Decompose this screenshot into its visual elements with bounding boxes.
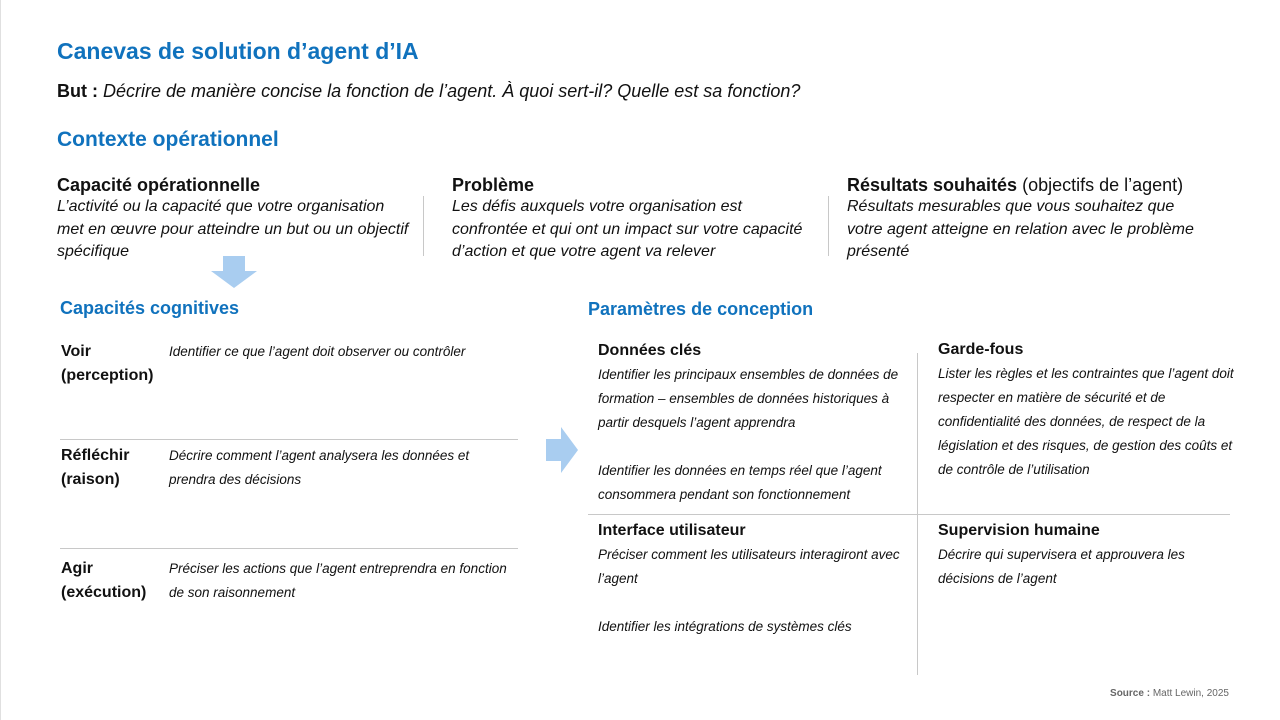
cognitive-label-sub: (raison) [61,471,120,488]
context-column-capability [57,174,422,264]
source-label: Source : [1110,688,1151,699]
purpose-text: Décrire de manière concise la fonction de l’agent. À quoi sert-il? Quelle est sa fonction? [103,81,801,101]
design-cell-paragraph: Lister les règles et les contraintes que l’agent doit respecter en matière de sécurité et de confidentialité des données, de respect de la législation et des risques, de gestion des coûts et de contrôle de l’utilisation [938,366,1234,477]
context-description: L’activité ou la capacité que votre organisation met en œuvre pour atteindre un but ou un objectif spécifique [57,198,409,260]
cognitive-divider [60,439,518,440]
cognitive-label-sub: (exécution) [61,584,147,601]
context-heading [57,174,422,196]
slide-left-border [0,0,1,720]
down-arrow-icon [211,256,257,288]
context-divider [423,196,424,256]
design-cell-key-data [598,341,903,507]
cognitive-label [61,340,166,388]
context-heading-text: Résultats souhaités [847,175,1018,195]
cognitive-label-sub: (perception) [61,367,154,384]
design-cell-paragraph: Décrire qui supervisera et approuvera les décisions de l’agent [938,547,1185,586]
context-heading-text: Capacité opérationnelle [57,175,261,195]
design-cell-heading: Données clés [598,342,702,359]
cognitive-row-think [60,444,518,540]
design-cell-paragraph: Préciser comment les utilisateurs interagiront avec l’agent [598,547,900,586]
context-description: Résultats mesurables que vous souhaitez que votre agent atteigne en relation avec le problème présenté [847,198,1194,260]
design-cell-guardrails [938,340,1238,482]
cognitive-label [61,557,166,605]
cognitive-description: Identifier ce que l’agent doit observer ou contrôler [169,344,466,359]
design-horizontal-divider [588,514,1230,515]
cognitive-row-act [60,557,518,617]
design-cell-user-interface [598,521,903,639]
context-divider [828,196,829,256]
design-cell-description [598,363,903,507]
context-heading [847,174,1227,196]
cognitive-label-main: Agir [61,560,93,577]
source-text: Matt Lewin, 2025 [1152,688,1229,699]
right-arrow-icon [546,427,578,473]
purpose-label: But : [57,81,98,101]
context-description: Les défis auxquels votre organisation est confrontée et qui ont un impact sur votre capacité d’action et que votre agent va relever [452,198,803,260]
context-column-problem [452,174,817,264]
design-cell-paragraph: Identifier les intégrations de systèmes clés [598,619,852,634]
source-note [1110,688,1229,699]
design-cell-description [598,543,903,639]
purpose-line [57,81,800,102]
cognitive-label-main: Réfléchir [61,447,130,464]
cognitive-description: Décrire comment l’agent analysera les données et prendra des décisions [169,448,470,487]
design-cell-paragraph: Identifier les principaux ensembles de données de formation – ensembles de données historiques à partir desquels l’agent apprendra [598,367,899,430]
context-heading [452,174,817,196]
cognitive-row-see [60,340,518,436]
design-cell-paragraph: Identifier les données en temps réel que l’agent consommera pendant son fonctionnement [598,463,882,502]
design-cell-heading: Supervision humaine [938,522,1100,539]
cognitive-label [61,444,166,492]
context-column-outcomes [847,174,1227,264]
design-cell-human-oversight [938,521,1228,591]
design-cell-heading: Interface utilisateur [598,522,746,539]
design-cell-description [938,362,1238,482]
cognitive-label-main: Voir [61,343,91,360]
context-title: Contexte opérationnel [57,128,279,151]
cognitive-description: Préciser les actions que l’agent entreprendra en fonction de son raisonnement [169,561,507,600]
context-heading-suffix: (objectifs de l’agent) [1022,175,1184,195]
design-cell-description [938,543,1228,591]
cognitive-title: Capacités cognitives [60,298,240,318]
cognitive-divider [60,548,518,549]
context-heading-text: Problème [452,175,535,195]
design-title: Paramètres de conception [588,299,814,319]
page-title: Canevas de solution d’agent d’IA [57,38,419,64]
design-cell-heading: Garde-fous [938,341,1024,358]
